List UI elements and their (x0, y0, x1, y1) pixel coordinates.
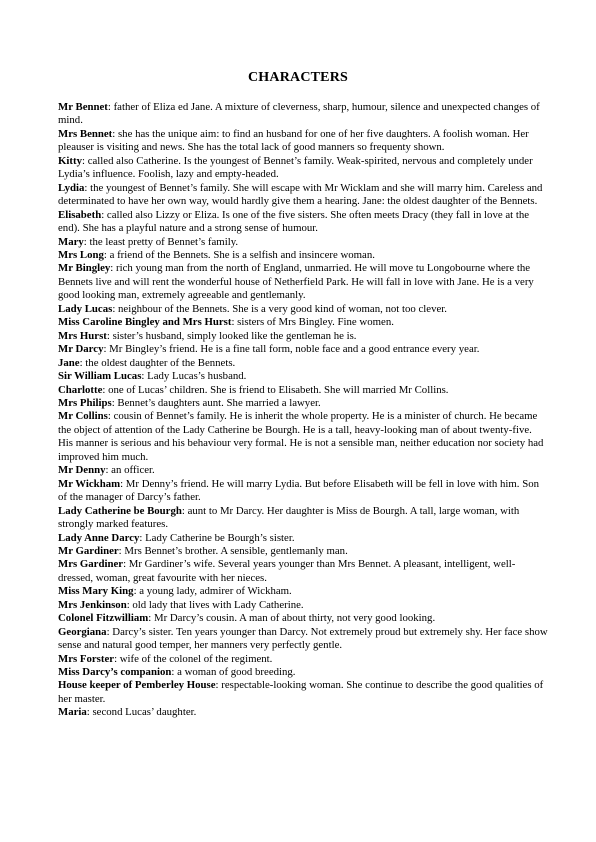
character-entry (58, 343, 548, 356)
character-description: : rich young man from the north of England, unmarried. He will move tu Longobourne where the Bennets live and will rent the wonderful house of Netherfield Park. He will fall in love with Jane. He is a very good looking man, extremely agreeable and gentlemanly. (58, 262, 534, 302)
character-description: : called also Lizzy or Eliza. Is one of the five sisters. She often meets Dracy (they fall in love at the end). She has a playful nature and a strong sense of humour. (58, 208, 530, 235)
character-entry (58, 532, 548, 545)
character-entry (58, 262, 548, 302)
character-name: Lady Lucas (58, 302, 113, 315)
character-description: : father of Eliza ed Jane. A mixture of cleverness, sharp, humour, silence and unexpected changes of mind. (58, 101, 540, 127)
character-name: Mr Collins (58, 410, 108, 423)
character-name: Mrs Jenkinson (58, 598, 127, 611)
character-entry (58, 706, 548, 719)
character-entry (58, 316, 548, 329)
character-entry (58, 209, 548, 236)
character-name: Mr Darcy (58, 343, 104, 356)
character-description: : a friend of the Bennets. She is a selfish and insincere woman. (103, 248, 375, 261)
character-description: : Mrs Bennet’s brother. A sensible, gentlemanly man. (118, 544, 348, 557)
character-entry (58, 626, 548, 653)
character-entry (58, 653, 548, 666)
character-list (58, 101, 548, 720)
character-description: : cousin of Bennet’s family. He is inherit the whole property. He is a minister of church. He became the object of attention of the Lady Catherine be Bourgh. He is a tall, heavy-looking man of about twenty-five. His manner is serious and his behaviour very formal. He is not a sensible man, neither education nor society had improved him much. (58, 410, 544, 463)
character-description: : neighbour of the Bennets. She is a very good kind of woman, not too clever. (112, 302, 447, 315)
character-entry (58, 599, 548, 612)
character-name: Maria (58, 706, 87, 719)
character-name: Miss Mary King (58, 585, 134, 598)
character-description: : aunt to Mr Darcy. Her daughter is Miss de Bourgh. A tall, large woman, with strongly marked features. (58, 504, 520, 531)
character-description: : Mr Gardiner’s wife. Several years younger than Mrs Bennet. A pleasant, intelligent, well-dressed, woman, great favourite with her nieces. (58, 558, 516, 584)
character-description: : Lady Catherine be Bourgh’s sister. (139, 531, 295, 544)
character-entry (58, 303, 548, 316)
character-entry (58, 585, 548, 598)
character-entry (58, 505, 548, 532)
character-description: : Mr Darcy’s cousin. A man of about thirty, not very good looking. (148, 612, 436, 625)
character-name: Mr Denny (58, 464, 106, 477)
character-description: : a young lady, admirer of Wickham. (133, 585, 292, 598)
character-entry (58, 370, 548, 383)
character-name: Lady Anne Darcy (58, 531, 140, 544)
character-entry (58, 410, 548, 464)
character-description: : the youngest of Bennet’s family. She will escape with Mr Wicklam and she will marry him. Careless and determinated to have her own way, would hardly give them a hearing. Jane: the oldest daughter of the Bennets. (58, 181, 543, 208)
character-name: Sir William Lucas (58, 370, 142, 383)
page-title: CHARACTERS (247, 70, 348, 85)
character-name: Lydia (58, 181, 85, 194)
character-description: : respectable-looking woman. She continue to describe the good qualities of her master. (58, 679, 544, 705)
character-description: : Darcy’s sister. Ten years younger than Darcy. Not extremely proud but extremely shy. Her face show sense and natural good temper, her manners very perfectly gentle. (58, 625, 548, 652)
character-entry (58, 464, 548, 477)
character-name: Mrs Long (58, 248, 104, 261)
character-description: : second Lucas’ daughter. (86, 706, 197, 719)
character-name: Lady Catherine be Bourgh (58, 504, 182, 517)
character-description: : one of Lucas’ children. She is friend to Elisabeth. She will married Mr Collins. (102, 383, 449, 396)
character-name: Mr Bennet (58, 101, 108, 113)
character-description: : sisters of Mrs Bingley. Fine women. (231, 316, 394, 329)
character-description: : she has the unique aim: to find an husband for one of her five daughters. A foolish woman. Her pleauser is visiting and news. She has the total lack of good manners so frequenty shown. (58, 127, 529, 154)
character-name: Mrs Forster (58, 652, 115, 665)
character-entry (58, 666, 548, 679)
character-name: Colonel Fitzwilliam (58, 612, 149, 625)
character-name: Elisabeth (58, 208, 102, 221)
character-name: Miss Darcy’s companion (58, 666, 172, 679)
character-description: : wife of the colonel of the regiment. (114, 652, 273, 665)
character-entry (58, 612, 548, 625)
character-name: Mr Gardiner (58, 544, 119, 557)
character-description: : a woman of good breeding. (171, 666, 296, 679)
character-description: : the least pretty of Bennet’s family. (83, 235, 239, 248)
character-description: : Mr Bingley’s friend. He is a fine tall form, noble face and a good entrance every year. (103, 343, 480, 356)
character-name: Mr Wickham (58, 477, 121, 490)
character-name: Mrs Gardiner (58, 558, 124, 571)
character-name: Mr Bingley (58, 262, 111, 275)
character-description: : sister’s husband, simply looked like the gentleman he is. (106, 329, 357, 342)
character-name: House keeper of Pemberley House (58, 679, 216, 692)
character-name: Mrs Bennet (58, 127, 113, 140)
character-entry (58, 128, 548, 155)
character-entry (58, 101, 548, 128)
character-description: : called also Catherine. Is the youngest of Bennet’s family. Weak-spirited, nervous and completely under Lydia’s influence. Foolish, lazy and empty-headed. (58, 154, 533, 181)
character-entry (58, 182, 548, 209)
character-entry (58, 249, 548, 262)
character-description: : Mr Denny’s friend. He will marry Lydia. But before Elisabeth will be fell in love with him. Son of the manager of Darcy’s father. (58, 477, 539, 504)
character-entry (58, 679, 548, 706)
character-name: Mrs Hurst (58, 329, 107, 342)
character-entry (58, 155, 548, 182)
character-name: Jane (58, 356, 80, 369)
character-description: : Lady Lucas’s husband. (141, 370, 247, 383)
character-name: Miss Caroline Bingley and Mrs Hurst (58, 316, 232, 329)
character-description: : the oldest daughter of the Bennets. (79, 356, 236, 369)
character-entry (58, 384, 548, 397)
character-entry (58, 357, 548, 370)
character-name: Kitty (58, 154, 82, 167)
character-entry (58, 397, 548, 410)
character-name: Georgiana (58, 625, 107, 638)
character-name: Charlotte (58, 383, 103, 396)
character-entry (58, 545, 548, 558)
character-name: Mrs Philips (58, 396, 112, 409)
character-entry (58, 478, 548, 505)
character-entry (58, 558, 548, 585)
character-description: : Bennet’s daughters aunt. She married a lawyer. (111, 396, 321, 409)
character-description: : old lady that lives with Lady Catherine. (126, 598, 304, 611)
character-description: : an officer. (105, 464, 155, 477)
character-entry (58, 236, 548, 249)
character-name: Mary (58, 235, 84, 248)
character-entry (58, 330, 548, 343)
